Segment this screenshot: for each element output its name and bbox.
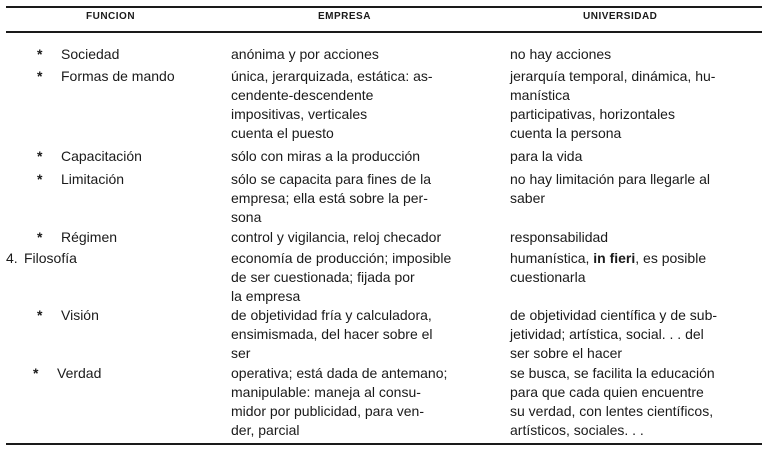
universidad-limitacion: no hay limitación para llegarle al saber: [510, 171, 710, 206]
section-number: 4.: [6, 250, 18, 266]
header-universidad: UNIVERSIDAD: [583, 11, 658, 22]
empresa-regimen: control y vigilancia, reloj checador: [231, 229, 442, 245]
bottom-rule: [6, 443, 762, 445]
universidad-filosofia: [510, 249, 760, 287]
header-empresa: EMPRESA: [318, 11, 371, 22]
in-fieri-emphasis: in fieri: [593, 250, 636, 266]
header-funcion: FUNCION: [86, 11, 136, 22]
empresa-verdad: operativa; está dada de antemano; manipulable: maneja al consu- midor por publicidad, para ven- der, parcial: [231, 365, 448, 438]
empresa-limitacion: sólo se capacita para fines de la empresa; ella está sobre la per- sona: [231, 171, 432, 225]
empresa-formas-de-mando: única, jerarquizada, estática: as- cendente-descendente impositivas, verticales cuenta el puesto: [231, 68, 433, 141]
empresa-capacitacion: sólo con miras a la producción: [231, 148, 421, 164]
row-label-verdad: Verdad: [57, 365, 102, 381]
bullet-marker: *: [37, 307, 43, 323]
row-label-sociedad: Sociedad: [61, 46, 120, 62]
universidad-filosofia-post: , es posible cuestionarla: [510, 250, 707, 285]
empresa-vision: de objetividad fría y calculadora, ensimismada, del hacer sobre el ser: [231, 307, 433, 361]
universidad-verdad: se busca, se facilita la educación para que cada quien encuentre su verdad, con lentes científicos, artísticos, sociales. . .: [510, 365, 715, 438]
universidad-regimen: responsabilidad: [510, 229, 609, 245]
universidad-vision: de objetividad científica y de sub- jetividad; artística, social. . . del ser sobre el hacer: [510, 307, 718, 361]
bullet-marker: *: [37, 229, 43, 245]
bullet-marker: *: [37, 171, 43, 187]
row-label-formas-de-mando: Formas de mando: [61, 68, 175, 84]
row-label-capacitacion: Capacitación: [61, 148, 142, 164]
bullet-marker: *: [37, 148, 43, 164]
bullet-marker: *: [33, 365, 39, 381]
bullet-marker: *: [37, 46, 43, 62]
header-rule: [6, 31, 762, 33]
universidad-capacitacion: para la vida: [510, 148, 583, 164]
universidad-formas-de-mando: jerarquía temporal, dinámica, hu- manística participativas, horizontales cuenta la persona: [510, 68, 716, 141]
row-label-vision: Visión: [61, 307, 99, 323]
empresa-filosofia: economía de producción; imposible de ser cuestionada; fijada por la empresa: [231, 250, 452, 304]
universidad-sociedad: no hay acciones: [510, 46, 612, 62]
row-label-limitacion: Limitación: [61, 171, 125, 187]
bullet-marker: *: [37, 68, 43, 84]
empresa-sociedad: anónima y por acciones: [231, 46, 379, 62]
row-label-filosofia: Filosofía: [24, 250, 77, 266]
row-label-regimen: Régimen: [61, 229, 118, 245]
top-rule: [6, 6, 762, 8]
universidad-filosofia-pre: humanística,: [510, 250, 594, 266]
